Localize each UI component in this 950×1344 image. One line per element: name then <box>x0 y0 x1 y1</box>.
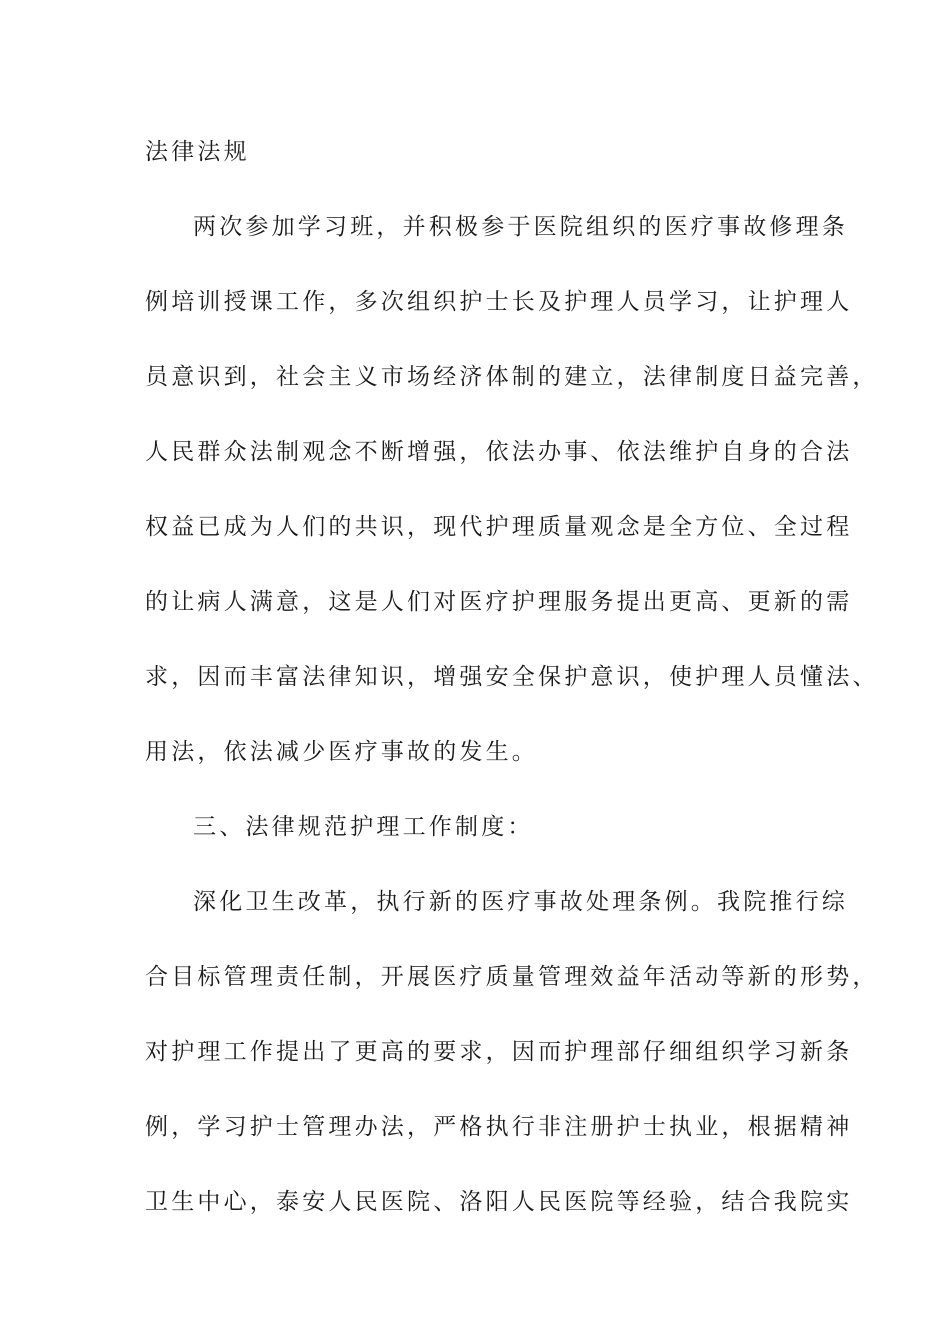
text-line: 员意识到，社会主义市场经济体制的建立，法律制度日益完善， <box>145 364 879 390</box>
paragraph-start: 两次参加学习班，并积极参于医院组织的医疗事故修理条 <box>193 214 848 240</box>
text-line: 例，学习护士管理办法，严格执行非注册护士执业，根据精神 <box>145 1114 853 1140</box>
text-line: 卫生中心，泰安人民医院、洛阳人民医院等经验，结合我院实 <box>145 1189 853 1215</box>
text-line: 用法，依法减少医疗事故的发生。 <box>145 739 538 765</box>
text-line: 人民群众法制观念不断增强，依法办事、依法维护自身的合法 <box>145 439 853 465</box>
text-line: 合目标管理责任制，开展医疗质量管理效益年活动等新的形势， <box>145 964 879 990</box>
text-line: 法律法规 <box>145 139 250 165</box>
text-line: 求，因而丰富法律知识，增强安全保护意识，使护理人员懂法、 <box>145 664 879 690</box>
paragraph-start: 深化卫生改革，执行新的医疗事故处理条例。我院推行综 <box>193 889 848 915</box>
text-line: 对护理工作提出了更高的要求，因而护理部仔细组织学习新条 <box>145 1039 853 1065</box>
text-line: 例培训授课工作，多次组织护士长及护理人员学习，让护理人 <box>145 289 853 315</box>
section-heading: 三、法律规范护理工作制度： <box>193 814 534 840</box>
text-line: 权益已成为人们的共识，现代护理质量观念是全方位、全过程 <box>145 514 853 540</box>
text-line: 的让病人满意，这是人们对医疗护理服务提出更高、更新的需 <box>145 589 853 615</box>
